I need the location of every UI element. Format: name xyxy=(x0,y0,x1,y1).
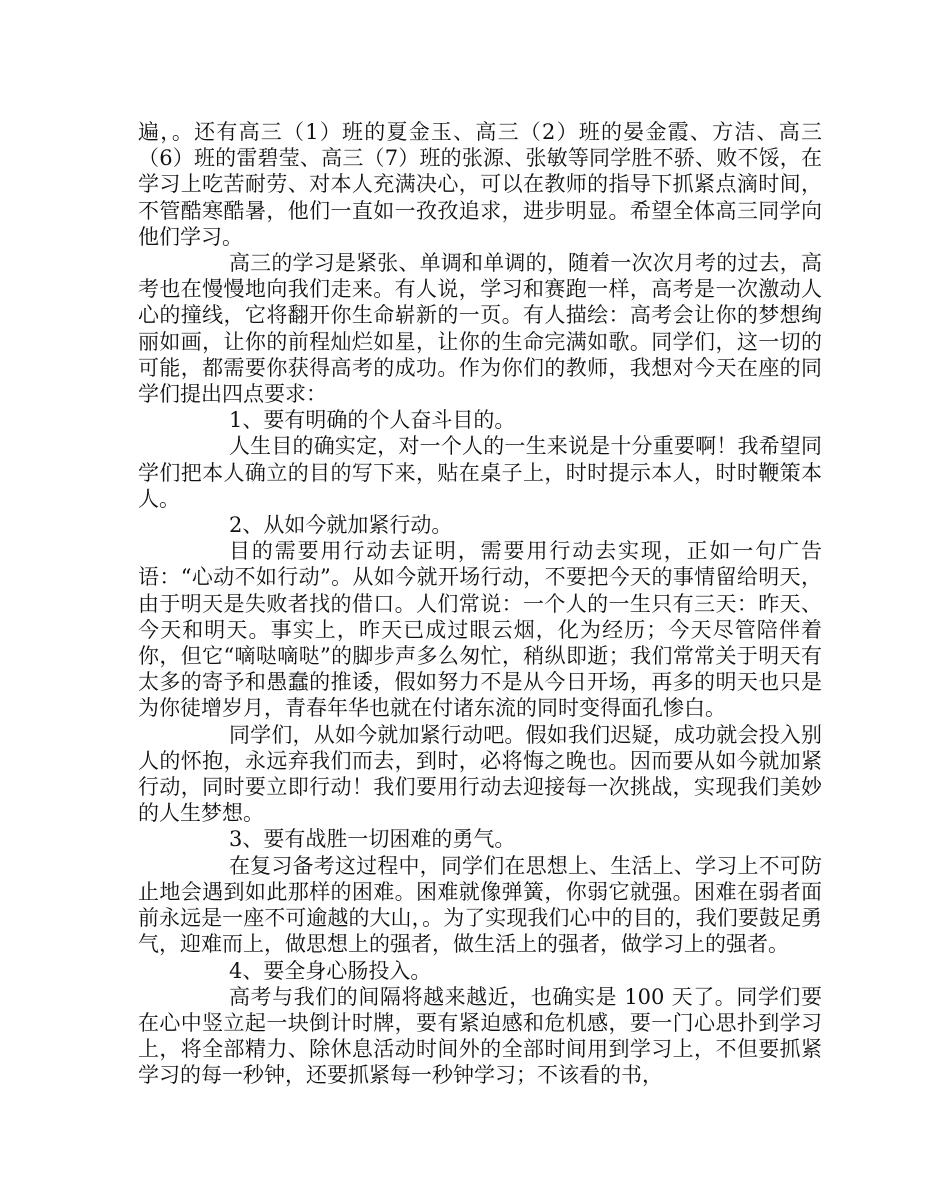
heading-requirement-4: 4、要全身心肠投入。 xyxy=(229,958,432,983)
paragraph-1: 遍，。还有高三（1）班的夏金玉、高三（2）班的晏金霞、方洁、高三（6）班的雷碧莹、高三（7）班的张源、张敏等同学胜不骄、败不馁，在学习上吃苦耐劳、对本人充满决心，可以在教师的指导下抓紧点滴时间，不管酷寒酷暑，他们一直如一孜孜追求，进步明显。希望全体高三同学向他们学习。 xyxy=(138,120,822,249)
heading-requirement-1: 1、要有明确的个人奋斗目的。 xyxy=(229,408,516,433)
document-body xyxy=(138,119,822,1089)
paragraph-2: 高三的学习是紧张、单调和单调的，随着一次次月考的过去，高考也在慢慢地向我们走来。有人说，学习和赛跑一样，高考是一次激动人心的撞线，它将翻开你生命崭新的一页。有人描绘：高考会让你的梦想绚丽如画，让你的前程灿烂如星，让你的生命完满如歌。同学们，这一切的可能，都需要你获得高考的成功。作为你们的教师，我想对今天在座的同学们提出四点要求： xyxy=(138,251,822,407)
heading-requirement-3: 3、要有战胜一切困难的勇气。 xyxy=(229,827,516,852)
paragraph-6: 在复习备考这过程中，同学们在思想上、生活上、学习上不可防止地会遇到如此那样的困难。困难就像弹簧，你弱它就强。困难在弱者面前永远是一座不可逾越的大山，。为了实现我们心中的目的，我们要鼓足勇气，迎难而上，做思想上的强者，做生活上的强者，做学习上的强者。 xyxy=(138,853,822,957)
paragraph-4: 目的需要用行动去证明，需要用行动去实现，正如一句广告语：“心动不如行动”。从如今就开场行动，不要把今天的事情留给明天，由于明天是失败者找的借口。人们常说：一个人的一生只有三天：昨天、今天和明天。事实上，昨天已成过眼云烟，化为经历；今天尽管陪伴着你，但它“嘀哒嘀哒”的脚步声多么匆忙，稍纵即逝；我们常常关于明天有太多的寄予和愚蠢的推诿，假如努力不是从今日开场，再多的明天也只是为你徒增岁月，青春年华也就在付诸东流的同时变得面孔惨白。 xyxy=(138,539,822,721)
heading-requirement-2: 2、从如今就加紧行动。 xyxy=(229,513,453,538)
paragraph-3: 人生目的确实定，对一个人的一生来说是十分重要啊！我希望同学们把本人确立的目的写下来，贴在桌子上，时时提示本人，时时鞭策本人。 xyxy=(138,434,822,511)
paragraph-7: 高考与我们的间隔将越来越近，也确实是 100 天了。同学们要在心中竖立起一块倒计时牌，要有紧迫感和危机感，要一门心思扑到学习上，将全部精力、除休息活动时间外的全部时间用到学习上，不但要抓紧学习的每一秒钟，还要抓紧每一秒钟学习；不该看的书， xyxy=(138,984,822,1088)
paragraph-5: 同学们，从如今就加紧行动吧。假如我们迟疑，成功就会投入别人的怀抱，永远弃我们而去，到时，必将悔之晚也。因而要从如今就加紧行动，同时要立即行动！我们要用行动去迎接每一次挑战，实现我们美妙的人生梦想。 xyxy=(138,722,822,826)
